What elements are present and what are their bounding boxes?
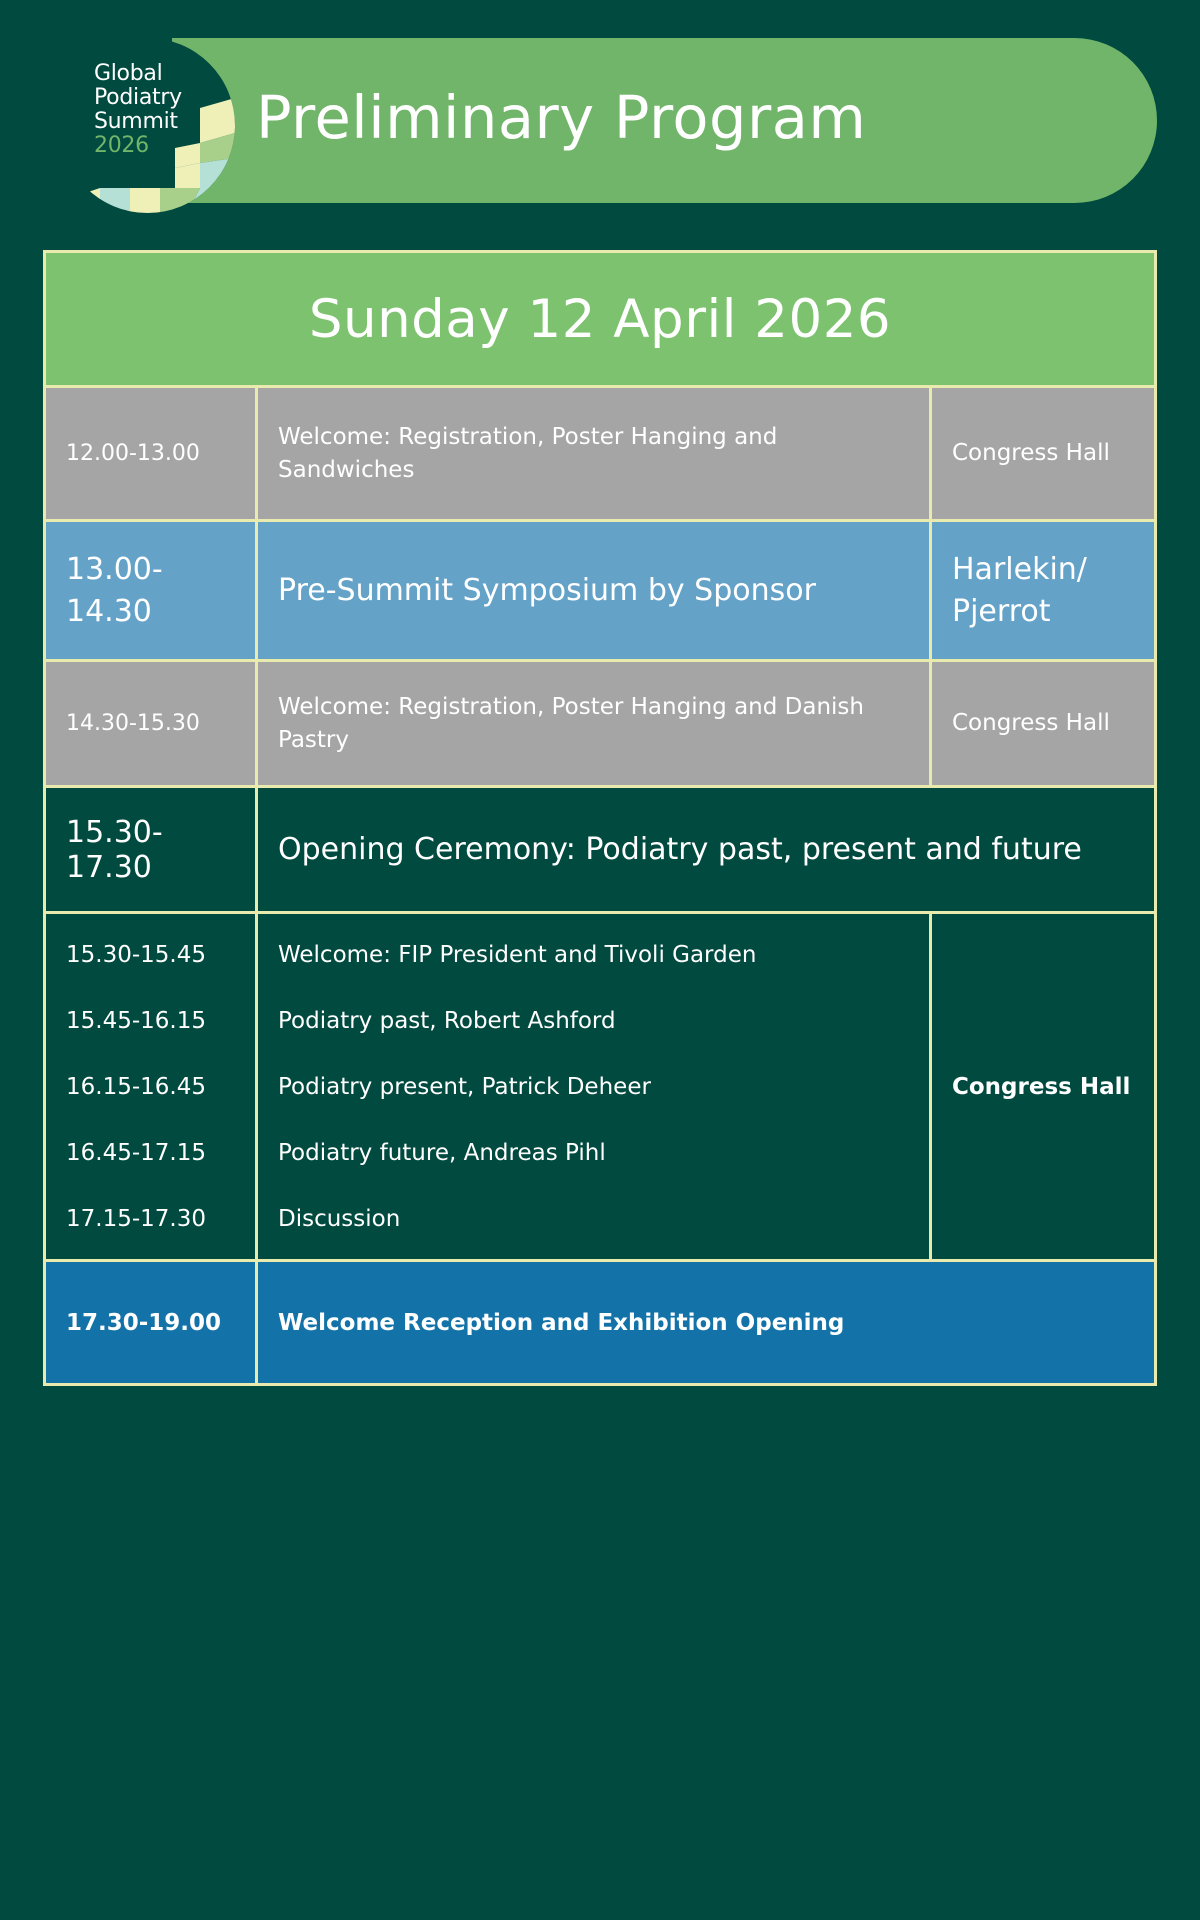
logo-line-summit: Summit <box>94 109 178 134</box>
title-cell: Welcome: Registration, Poster Hanging and Sandwiches <box>257 387 931 521</box>
time-cell: 15.30-17.30 <box>45 787 257 913</box>
table-row <box>45 387 1156 521</box>
session-title: Podiatry future, Andreas Pihl <box>278 1139 606 1166</box>
session-time: 16.15-16.45 <box>66 1073 206 1100</box>
title-banner <box>172 38 1157 203</box>
session-title: Welcome: FIP President and Tivoli Garden <box>278 941 757 968</box>
location-cell: Congress Hall <box>931 387 1156 521</box>
session-time: 17.15-17.30 <box>66 1205 206 1232</box>
session-titles <box>257 913 931 1261</box>
logo-line-global: Global <box>94 61 163 86</box>
time-cell: 12.00-13.00 <box>45 387 257 521</box>
session-time: 15.30-15.45 <box>66 941 206 968</box>
day-header-row <box>45 252 1156 387</box>
location-cell: Harlekin/ Pjerrot <box>931 521 1156 661</box>
location-cell: Congress Hall <box>931 913 1156 1261</box>
time-cell: 13.00-14.30 <box>45 521 257 661</box>
session-time: 16.45-17.15 <box>66 1139 206 1166</box>
session-title: Discussion <box>278 1205 401 1232</box>
summit-logo <box>60 38 235 213</box>
page-title: Preliminary Program <box>256 83 867 152</box>
table-row <box>45 521 1156 661</box>
location-cell: Congress Hall <box>931 661 1156 787</box>
title-cell: Opening Ceremony: Podiatry past, present and future <box>257 787 1156 913</box>
time-cell: 17.30-19.00 <box>45 1261 257 1385</box>
logo-line-podiatry: Podiatry <box>94 85 182 110</box>
title-cell: Welcome Reception and Exhibition Opening <box>257 1261 1156 1385</box>
time-cell: 14.30-15.30 <box>45 661 257 787</box>
table-row <box>45 661 1156 787</box>
title-cell: Pre-Summit Symposium by Sponsor <box>257 521 931 661</box>
table-row <box>45 1261 1156 1385</box>
session-title: Podiatry present, Patrick Deheer <box>278 1073 651 1100</box>
sessions-block <box>45 913 1156 1261</box>
logo-year: 2026 <box>94 133 149 158</box>
session-title: Podiatry past, Robert Ashford <box>278 1007 616 1034</box>
program-table <box>43 250 1157 1386</box>
logo-text <box>94 62 182 158</box>
title-cell: Welcome: Registration, Poster Hanging and Danish Pastry <box>257 661 931 787</box>
session-times <box>45 913 257 1261</box>
table-row <box>45 787 1156 913</box>
session-time: 15.45-16.15 <box>66 1007 206 1034</box>
day-title: Sunday 12 April 2026 <box>45 252 1156 387</box>
